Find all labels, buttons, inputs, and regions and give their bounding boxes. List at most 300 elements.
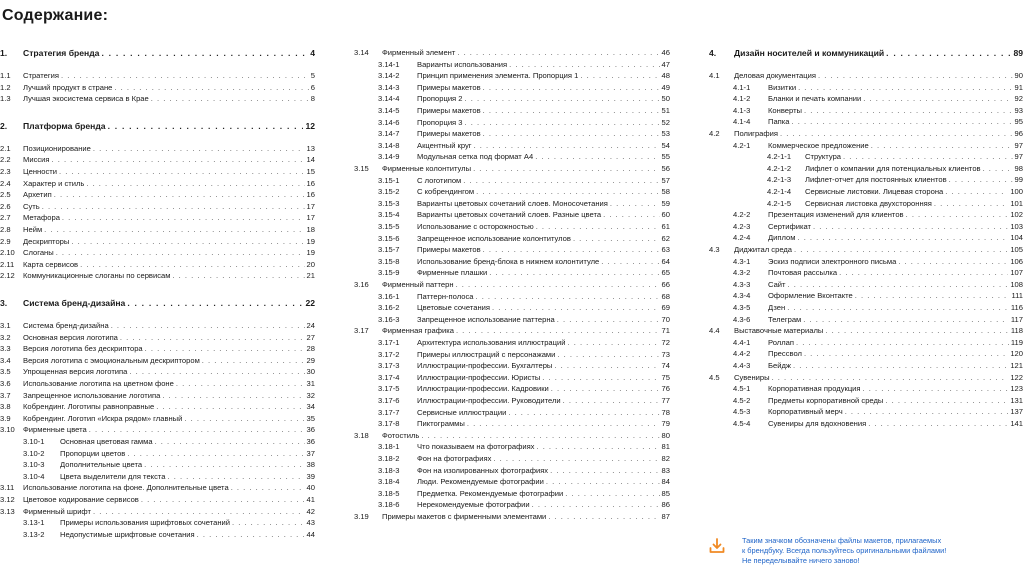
toc-page-number: 37 [306,448,315,458]
toc-number: 4.2-1-2 [767,163,792,173]
toc-entry [733,233,1023,243]
leader-dots [86,179,304,189]
toc-title: Варианты цветовых сочетаний слоев. Моносочетания [417,198,608,208]
leader-dots [492,303,660,313]
toc-title: Ценности [23,167,57,176]
toc-entry [378,257,670,267]
toc-page-number: 55 [661,152,670,162]
leader-dots [56,248,305,258]
toc-number: 2.6 [0,201,11,211]
toc-title: Модульная сетка под формат А4 [417,152,534,162]
toc-entry [378,210,670,220]
toc-number: 3. [0,298,8,308]
toc-page-number: 41 [306,495,315,504]
toc-page-number: 80 [661,430,670,440]
note-line: Не переделывайте ничего заново! [742,556,860,565]
toc-number: 4.3-5 [733,303,751,312]
toc-page-number: 141 [1010,419,1023,428]
toc-page-number: 95 [1014,117,1023,127]
toc-page-number: 92 [1014,94,1023,104]
toc-page-number: 100 [1010,187,1023,196]
toc-number: 3.17-8 [378,419,400,429]
leader-dots [483,83,660,93]
toc-page-number: 101 [1010,198,1023,208]
toc-number: 4.4 [709,326,720,336]
toc-page-number: 103 [1010,221,1023,231]
toc-number: 4.3-1 [733,256,751,266]
toc-entry [378,129,670,139]
toc-title: Корпоративный мерч [768,407,843,417]
toc-page-number: 42 [306,506,315,516]
toc-title: Нерекомендуемые фотографии [417,500,530,510]
toc-title: Сервисные иллюстрации [417,407,507,417]
leader-dots [868,419,1008,429]
toc-page-number: 31 [306,379,315,388]
toc-page-number: 121 [1010,361,1023,370]
toc-entry [0,83,315,93]
toc-title: Цвета выделители для текста [60,471,166,481]
toc-number: 3.14-7 [378,129,400,139]
toc-entry [378,384,670,394]
leader-dots [945,187,1008,197]
toc-entry [733,117,1023,127]
leader-dots [62,213,305,223]
toc-number: 4.2-1-1 [767,152,792,162]
toc-entry [378,419,670,429]
leader-dots [483,106,660,116]
toc-number: 3.15-6 [378,233,400,243]
toc-title: Примеры использования шрифтовых сочетаний [60,518,231,528]
toc-number: 3.16-1 [378,291,400,301]
toc-entry [0,225,315,235]
toc-page-number: 57 [661,175,670,185]
toc-number: 3.14-4 [378,94,400,104]
leader-dots [793,361,1008,371]
leader-dots [563,396,660,406]
leader-dots [551,384,660,394]
toc-page-number: 22 [305,298,315,308]
toc-number: 4.3-4 [733,291,751,301]
toc-number: 4.2-1-5 [767,198,792,208]
toc-entry [23,518,315,528]
leader-dots [843,152,1013,162]
toc-entry [378,94,670,104]
toc-entry [733,349,1023,359]
toc-entry [378,489,670,499]
toc-entry [378,187,670,197]
toc-number: 4.1-2 [733,94,751,104]
leader-dots [839,268,1008,278]
toc-entry [0,495,315,505]
toc-page-number: 29 [306,355,315,365]
leader-dots [568,338,660,348]
leader-dots [794,245,1008,255]
download-icon [708,537,726,555]
leader-dots [129,367,304,377]
toc-entry [0,391,315,401]
leader-dots [863,94,1012,104]
toc-page-number: 17 [306,213,315,223]
toc-title: Стратегия [23,71,59,80]
toc-title: Примеры макетов с фирменными элементами [382,512,547,521]
toc-title: Фирменная графика [382,326,454,336]
leader-dots [548,512,659,522]
toc-number: 4.5 [709,372,720,382]
toc-entry [378,176,670,186]
toc-number: 3.7 [0,390,11,400]
toc-number: 4. [709,48,717,58]
leader-dots [788,280,1009,290]
toc-section [0,298,315,308]
toc-page-number: 56 [661,164,670,173]
toc-title: Лифлет-отчет для постоянных клиентов [805,175,947,185]
leader-dots [818,71,1013,81]
toc-entry [733,291,1023,301]
toc-number: 3.14 [354,48,369,57]
toc-page-number: 54 [661,140,670,150]
leader-dots [456,280,660,290]
toc-entry [0,190,315,200]
toc-page-number: 50 [661,94,670,104]
toc-title: Дизайн носителей и коммуникаций [734,48,885,58]
toc-number: 4.3-2 [733,268,751,278]
toc-entry [378,83,670,93]
toc-number: 3.10-4 [23,471,45,481]
toc-entry [378,106,670,116]
toc-entry [378,222,670,232]
toc-entry [709,71,1023,81]
toc-number: 4.5-2 [733,395,751,405]
toc-entry [378,71,670,81]
note-line: Таким значком обозначены файлы макетов, прилагаемых [742,536,942,545]
toc-entry [0,260,315,270]
toc-title: Слоганы [23,248,54,258]
toc-page-number: 46 [661,48,670,57]
toc-title: Примеры макетов [417,129,481,139]
toc-page-number: 53 [661,129,670,139]
leader-dots [489,268,659,278]
toc-page-number: 17 [306,201,315,211]
toc-page-number: 98 [1014,163,1023,173]
toc-page-number: 83 [661,465,670,475]
toc-title: Принцип применения элемента. Пропорция 1 [417,71,579,81]
toc-page-number: 64 [661,256,670,266]
toc-page-number: 52 [661,117,670,127]
toc-number: 3.15-2 [378,187,400,197]
leader-dots [855,291,1010,301]
toc-page-number: 120 [1010,349,1023,359]
leader-dots [151,94,309,104]
toc-title: Конверты [768,105,803,115]
toc-number: 3.15-8 [378,256,400,266]
toc-entry [354,512,670,522]
toc-number: 4.1-3 [733,105,751,115]
toc-page-number: 105 [1010,245,1023,254]
toc-number: 2.7 [0,213,11,223]
toc-number: 3.18-6 [378,500,400,510]
toc-page-number: 65 [661,268,670,278]
leader-dots [141,495,305,505]
toc-entry [354,431,670,441]
toc-entry [733,83,1023,93]
toc-entry [733,303,1023,313]
toc-page-number: 68 [661,291,670,301]
toc-page-number: 82 [661,454,670,463]
toc-number: 3.6 [0,379,11,388]
toc-entry [733,141,1023,151]
toc-entry [733,280,1023,290]
toc-title: Диплом [768,233,796,243]
leader-dots [885,396,1008,406]
leader-dots [476,187,659,197]
toc-title: Пропорции цветов [60,448,126,458]
toc-page-number: 20 [306,259,315,269]
toc-number: 3.19 [354,512,369,521]
leader-dots [796,338,1009,348]
toc-page-number: 111 [1011,291,1023,301]
toc-title: Платформа бренда [23,120,106,131]
leader-dots [108,121,304,131]
toc-title: Основная цветовая гамма [60,437,153,446]
toc-entry [378,60,670,70]
toc-title: Эскиз подписи электронного письма [768,256,897,266]
toc-number: 4.4-1 [733,337,751,347]
toc-entry [354,48,670,58]
toc-entry [0,71,315,81]
toc-entry [733,268,1023,278]
toc-number: 3.14-6 [378,117,400,127]
toc-number: 3.3 [0,344,11,354]
toc-page-number: 51 [661,106,670,115]
leader-dots [421,431,659,441]
toc-entry [378,373,670,383]
toc-page-number: 16 [306,190,315,200]
toc-title: Бейдж [768,361,791,370]
leader-dots [536,442,659,452]
leader-dots [475,292,659,302]
toc-page-number: 137 [1010,407,1023,417]
toc-number: 3.1 [0,321,11,330]
toc-number: 3.4 [0,355,11,365]
toc-number: 2.5 [0,190,11,200]
toc-page-number: 70 [661,314,670,324]
toc-page-number: 85 [661,488,670,498]
toc-number: 2.2 [0,155,11,165]
toc-number: 3.13-2 [23,529,45,539]
toc-number: 4.1 [709,71,720,80]
toc-title: Что показываем на фотографиях [417,442,535,452]
toc-page-number: 75 [661,372,670,382]
leader-dots [934,199,1008,209]
toc-title: Сертификат [768,221,811,231]
toc-page-number: 81 [661,442,670,452]
toc-page-number: 38 [306,460,315,470]
toc-title: Система бренд-дизайна [23,321,109,330]
toc-entry [378,442,670,452]
leader-dots [144,460,304,470]
toc-number: 3.14-3 [378,82,400,92]
leader-dots [156,402,304,412]
leader-dots [184,414,304,424]
toc-number: 3.15-4 [378,210,400,220]
leader-dots [898,257,1008,267]
leader-dots [483,129,660,139]
toc-entry [0,94,315,104]
toc-entry [733,396,1023,406]
toc-page-number: 36 [306,425,315,435]
toc-entry [733,338,1023,348]
toc-number: 3.10 [0,425,15,435]
toc-title: Почтовая рассылка [768,268,838,278]
toc-title: Сервисные листовки. Лицевая сторона [805,187,944,196]
toc-number: 4.3-6 [733,314,751,324]
toc-number: 4.1-1 [733,82,751,92]
toc-page-number: 77 [661,396,670,405]
leader-dots [483,245,660,255]
toc-entry [0,483,315,493]
toc-page-number: 91 [1014,82,1023,92]
toc-entry [767,199,1023,209]
toc-title: Иллюстрации-профессии. Бухгалтеры [417,361,553,371]
toc-number: 2.3 [0,167,11,176]
toc-page-number: 69 [661,303,670,313]
leader-dots [80,260,304,270]
leader-dots [509,60,659,70]
toc-title: Папка [768,117,790,127]
toc-page-number: 32 [306,390,315,400]
toc-title: Корпоративная продукция [768,384,861,394]
toc-page-number: 15 [306,167,315,176]
toc-entry [378,396,670,406]
toc-page-number: 116 [1010,303,1023,312]
leader-dots [93,144,305,154]
toc-title: Лифлет о компании для потенциальных клиентов [805,163,981,173]
toc-entry [378,292,670,302]
toc-title: Акцентный круг [417,140,472,150]
toc-number: 2.8 [0,225,11,234]
toc-page-number: 74 [661,361,670,371]
leader-dots [610,199,660,209]
leader-dots [120,333,305,343]
toc-entry [378,408,670,418]
toc-title: Версия логотипа без дескриптора [23,344,143,354]
toc-number: 3.18-3 [378,465,400,475]
toc-title: Пиктограммы [417,419,465,429]
toc-page-number: 96 [1014,129,1023,138]
toc-entry [767,164,1023,174]
toc-page-number: 5 [310,71,315,80]
toc-entry [0,379,315,389]
toc-number: 3.11 [0,483,15,493]
toc-number: 3.14-2 [378,71,400,81]
toc-title: Фон на изолированных фотографиях [417,465,549,475]
toc-number: 4.4-3 [733,361,751,370]
toc-number: 3.2 [0,332,11,342]
toc-number: 1.3 [0,94,11,104]
toc-title: Позиционирование [23,143,91,153]
toc-title: Дзен [768,303,786,312]
toc-number: 2.9 [0,236,11,246]
toc-page-number: 99 [1014,175,1023,185]
toc-number: 3.17-2 [378,349,400,359]
toc-entry [0,237,315,247]
toc-number: 2.1 [0,143,11,153]
toc-number: 3.17-4 [378,372,400,382]
toc-page-number: 131 [1010,395,1023,405]
toc-entry [0,144,315,154]
toc-number: 4.2 [709,129,720,138]
toc-entry [378,152,670,162]
leader-dots [535,152,659,162]
toc-entry [709,373,1023,383]
toc-entry [378,338,670,348]
toc-title: Нейм [23,225,43,234]
toc-number: 4.2-4 [733,233,751,243]
toc-number: 4.3 [709,245,720,254]
toc-page-number: 66 [661,280,670,289]
leader-dots [886,48,1011,58]
toc-page-number: 19 [306,248,315,258]
toc-number: 1.2 [0,82,11,92]
leader-dots [532,500,660,510]
toc-number: 3.15-3 [378,198,400,208]
leader-dots [803,315,1009,325]
toc-section [0,48,315,58]
toc-number: 3.10-1 [23,437,45,446]
toc-title: Варианты использования [417,59,508,69]
toc-title: Бланки и печать компании [768,94,862,104]
toc-entry [767,152,1023,162]
toc-page-number: 12 [305,120,315,131]
leader-dots [474,141,660,151]
toc-title: Лучший продукт в стране [23,82,113,92]
leader-dots [465,94,660,104]
toc-entry [354,326,670,336]
toc-title: Иллюстрации-профессии. Юристы [417,372,541,382]
toc-page-number: 73 [661,349,670,359]
toc-title: Фотостиль [382,430,420,440]
toc-entry [23,449,315,459]
toc-number: 3.5 [0,367,11,377]
toc-number: 3.8 [0,402,11,412]
toc-number: 2.4 [0,178,11,188]
note-line: к брендбуку. Всегда пользуйтесь оригинальными файлами! [742,546,947,555]
leader-dots [983,164,1013,174]
toc-number: 3.15-5 [378,222,400,231]
leader-dots [792,117,1013,127]
toc-title: Дескрипторы [23,236,70,246]
toc-page-number: 119 [1010,337,1023,347]
leader-dots [580,71,659,81]
toc-entry [0,333,315,343]
toc-entry [709,129,1023,139]
toc-entry [378,361,670,371]
toc-number: 3.17-7 [378,407,400,417]
toc-title: Стратегия бренда [23,48,100,58]
toc-number: 3.14-5 [378,106,400,115]
toc-title: Прессвол [768,349,802,359]
toc-entry [733,106,1023,116]
toc-page-number: 36 [306,437,315,446]
toc-title: Предметы корпоративной среды [768,395,884,405]
leader-dots [127,449,304,459]
toc-title: Фирменный элемент [382,48,456,57]
toc-number: 4.5-3 [733,407,751,417]
toc-number: 3.16-3 [378,314,400,324]
toc-page-number: 106 [1010,256,1023,266]
toc-page-number: 104 [1010,233,1023,243]
toc-entry [0,367,315,377]
